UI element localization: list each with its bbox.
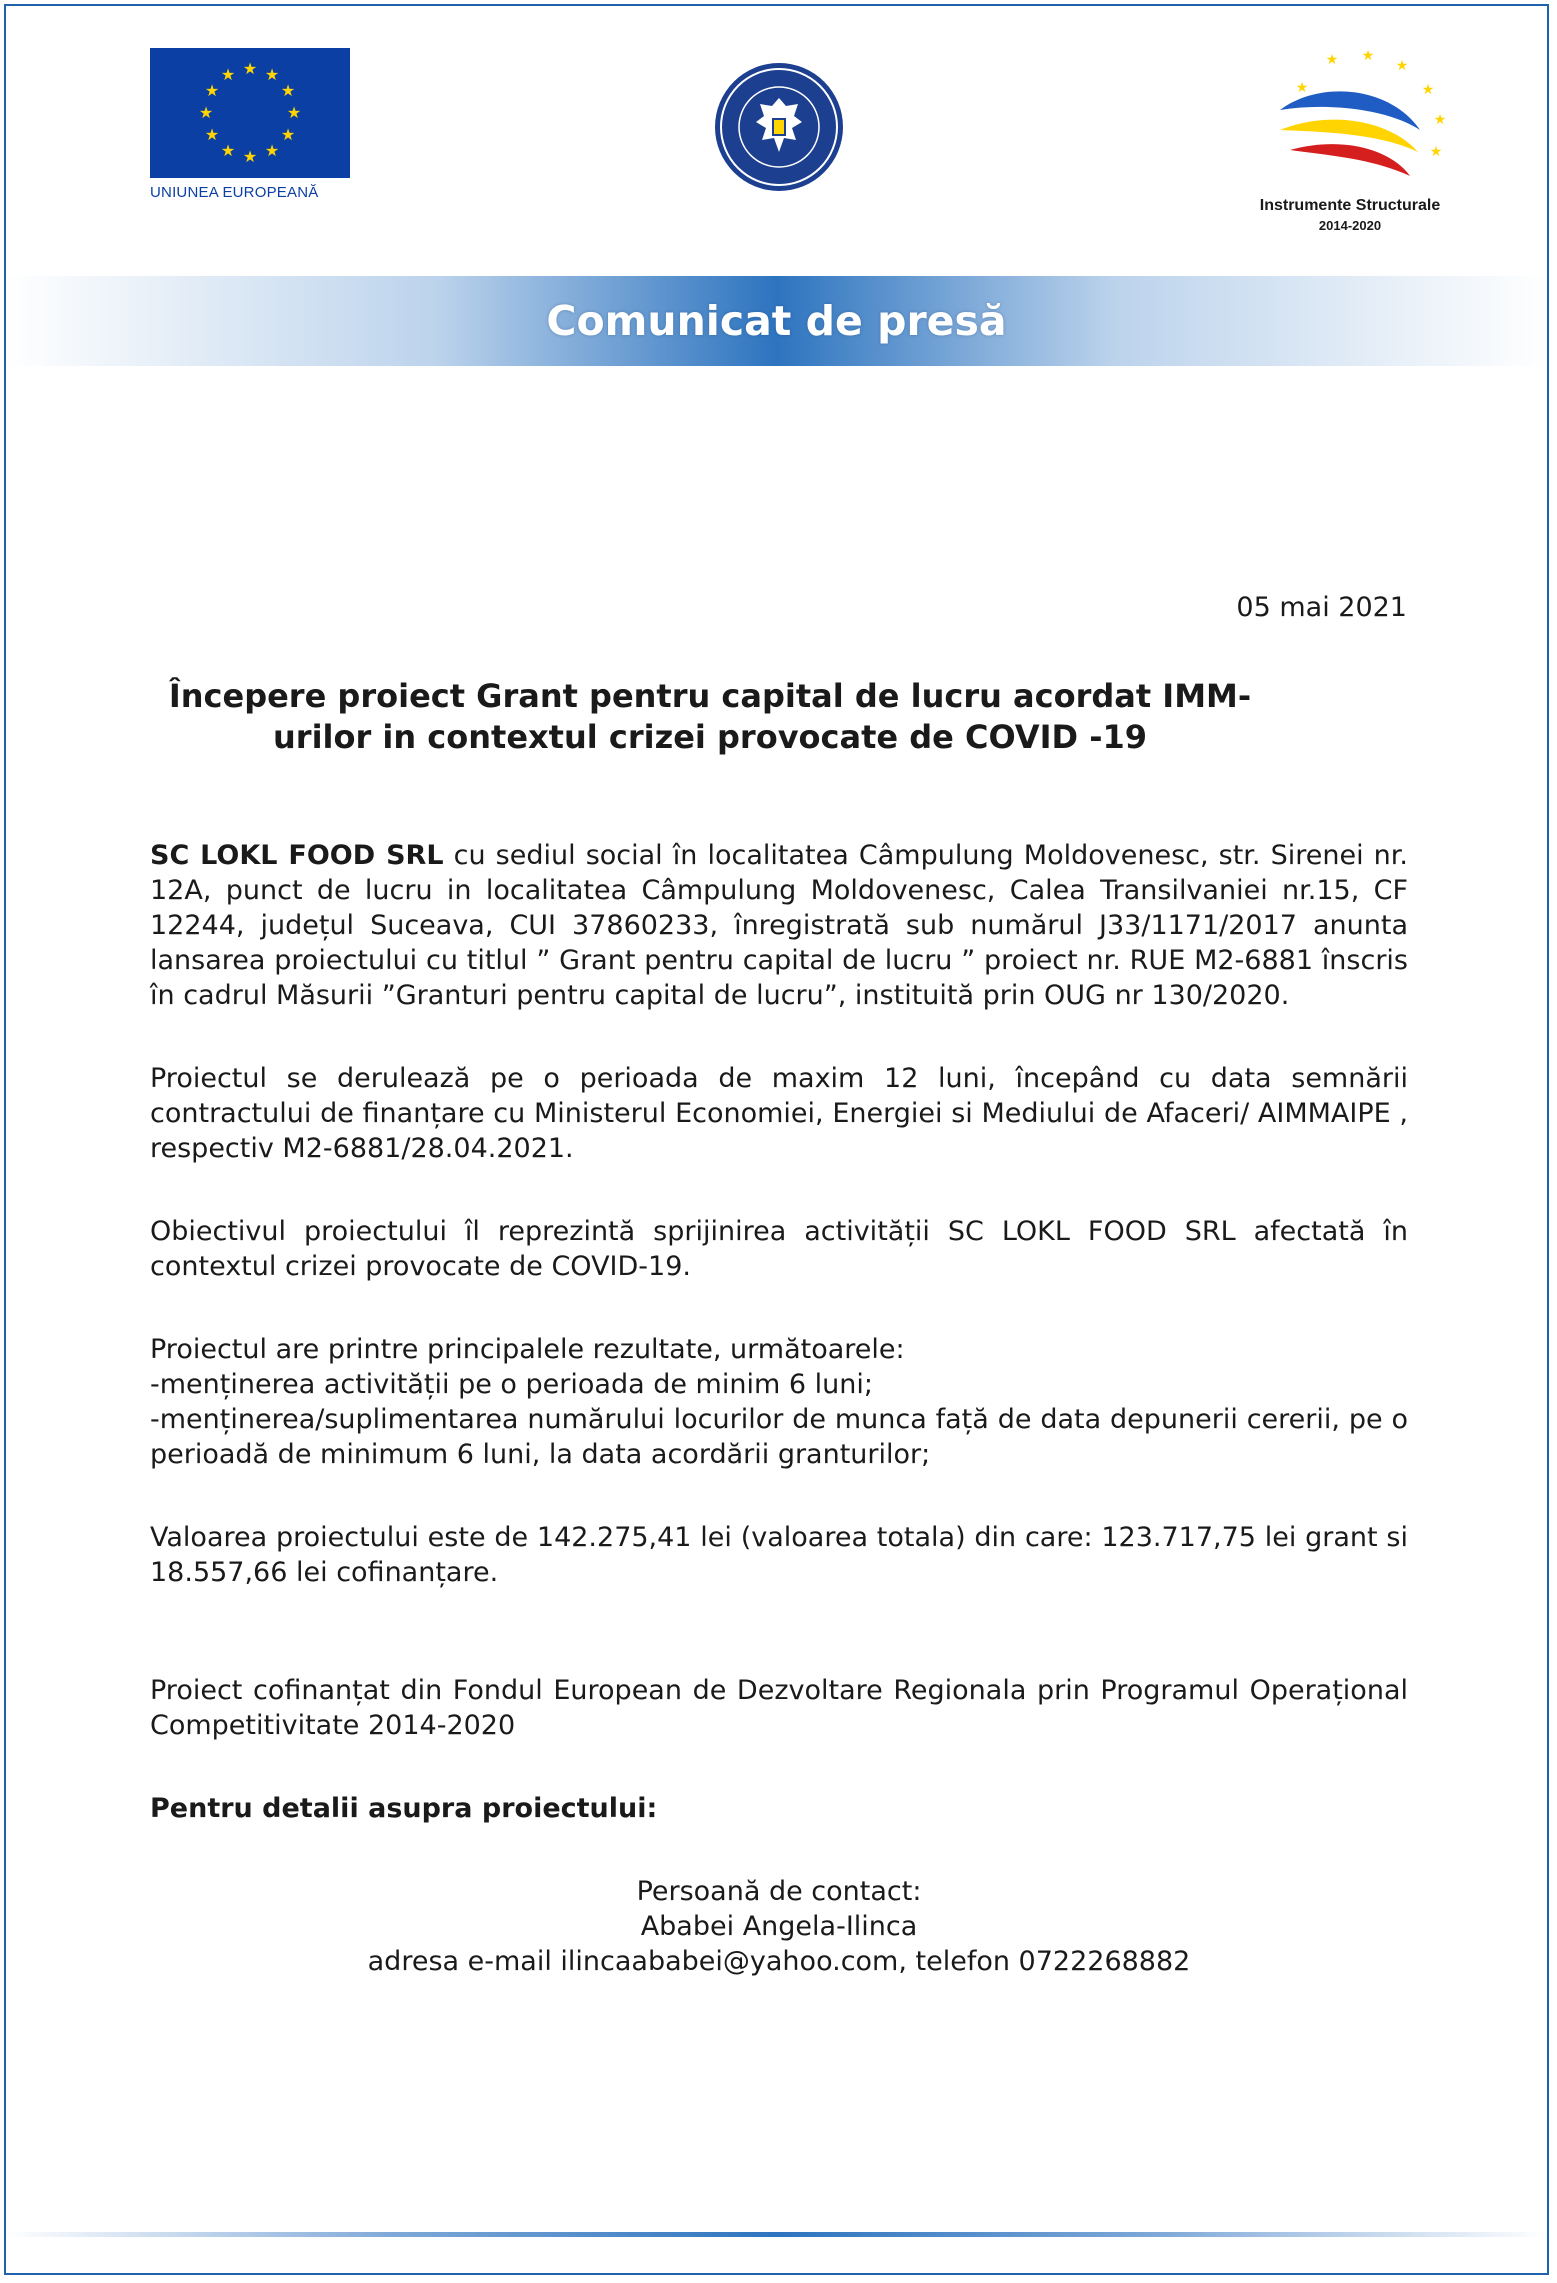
svg-text:★: ★ [198,103,214,122]
paragraph-intro [150,838,1408,1013]
structural-instruments-logo [1240,40,1460,240]
eu-stars-icon [150,48,350,178]
results-item-2: -menținerea/suplimentarea numărului locurilor de munca față de data depunerii cererii, pe o perioadă de minimum 6 luni, la data acordării granturilor; [150,1404,1408,1470]
headline-line1: Începere proiect Grant pentru capital de lucru acordat IMM- [168,677,1252,715]
intro-text: cu sediul social în localitatea Câmpulung Moldovenesc, str. Sirenei nr. 12A, punct de lucru in localitatea Câmpulung Moldovenesc, Calea Transilvaniei nr.15, CF 12244, județul Suceava, CUI 37860233, înregistrată sub numărul J33/1171/2017 anunta lansarea proiectului cu titlul ” Grant pentru capital de lucru ” proiect nr. RUE M2-6881 înscris în cadrul Măsurii ”Granturi pentru capital de lucru”, instituită prin OUG nr 130/2020. [150,840,1409,1011]
press-release-banner [6,276,1547,366]
svg-text:★: ★ [1325,52,1339,68]
svg-text:★: ★ [264,141,280,160]
eu-flag [150,48,350,178]
svg-text:★: ★ [1433,112,1447,128]
company-name: SC LOKL FOOD SRL [150,840,444,871]
structural-instruments-icon [1240,40,1460,190]
release-date: 05 mai 2021 [1236,592,1407,623]
eu-caption: UNIUNEA EUROPEANĂ [150,184,319,201]
svg-text:★: ★ [242,59,258,78]
structural-caption-line1: Instrumente Structurale [1259,197,1441,214]
footer-divider [6,2232,1547,2237]
coat-of-arms-icon [712,60,846,194]
svg-text:★: ★ [1429,144,1443,160]
svg-text:★: ★ [204,81,220,100]
results-item-1: -menținerea activității pe o perioada de minim 6 luni; [150,1369,873,1400]
body-content [150,838,1408,1979]
headline-line2: urilor in contextul crizei provocate de COVID -19 [273,718,1147,756]
svg-text:★: ★ [1295,80,1309,96]
contact-details[interactable]: adresa e-mail ilincaababei@yahoo.com, telefon 0722268882 [367,1946,1191,1977]
svg-text:★: ★ [280,125,296,144]
contact-label: Persoană de contact: [636,1876,922,1907]
svg-text:★: ★ [286,103,302,122]
paragraph-objective: Obiectivul proiectului îl reprezintă sprijinirea activității SC LOKL FOOD SRL afectată în contextul crizei provocate de COVID-19. [150,1216,1408,1282]
svg-text:★: ★ [280,81,296,100]
structural-caption-line2: 2014-2020 [1318,218,1382,233]
details-heading: Pentru detalii asupra proiectului: [150,1793,658,1824]
structural-instruments-caption [1240,196,1460,236]
svg-text:★: ★ [1395,58,1409,74]
contact-name: Ababei Angela-Ilinca [640,1911,918,1942]
contact-block [150,1874,1408,1979]
paragraph-value: Valoarea proiectului este de 142.275,41 lei (valoarea totala) din care: 123.717,75 lei grant si 18.557,66 lei cofinanțare. [150,1522,1408,1588]
svg-text:★: ★ [204,125,220,144]
svg-text:★: ★ [1361,48,1375,64]
banner-title: Comunicat de presă [546,297,1007,345]
svg-text:★: ★ [220,141,236,160]
paragraph-cofinancing: Proiect cofinanțat din Fondul European de Dezvoltare Regionala prin Programul Operațional Competitivitate 2014-2020 [150,1675,1408,1741]
romanian-government-seal [712,60,846,194]
svg-text:★: ★ [264,65,280,84]
svg-text:★: ★ [1421,82,1435,98]
svg-text:★: ★ [220,65,236,84]
paragraph-duration: Proiectul se derulează pe o perioada de maxim 12 luni, începând cu data semnării contractului de finanțare cu Ministerul Economiei, Energiei si Mediului de Afaceri/ AIMMAIPE , respectiv M2-6881/28.04.2021. [150,1063,1408,1164]
headline [140,676,1280,758]
paragraph-results-intro: Proiectul are printre principalele rezultate, următoarele: [150,1334,905,1365]
svg-text:★: ★ [242,147,258,166]
eu-logo [150,48,350,216]
